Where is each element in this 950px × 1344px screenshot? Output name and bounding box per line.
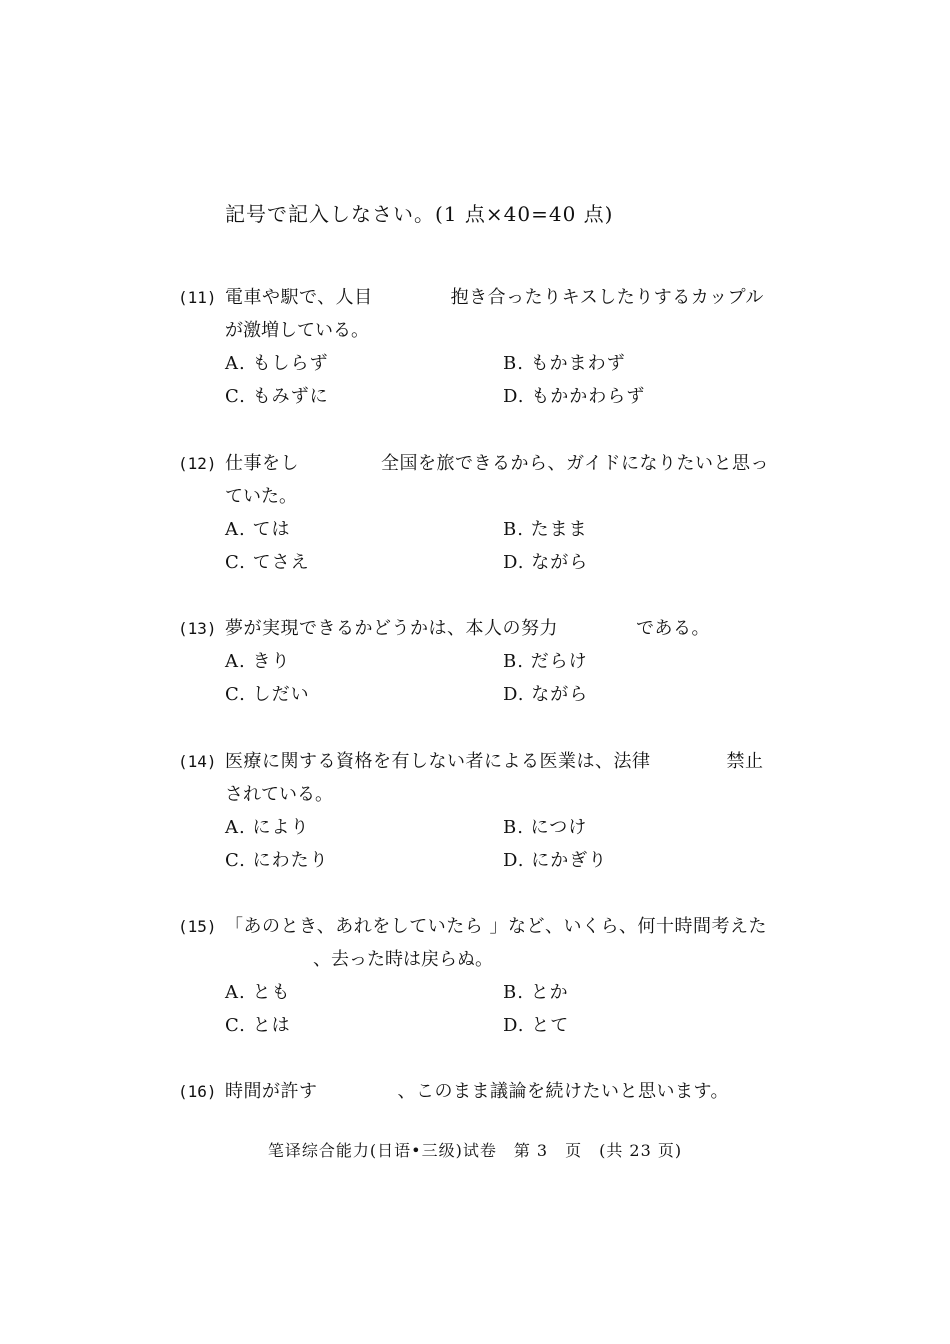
question-text-part-2: 全国を旅できるから、ガイドになりたいと思っ	[381, 453, 769, 474]
option-d: D. にかぎり	[503, 850, 608, 871]
option-b: B. もかまわず	[503, 353, 626, 374]
question-text-part-1: 時間が許す	[225, 1081, 318, 1102]
question-stem	[178, 612, 788, 645]
option-c: C. もみずに	[225, 386, 329, 407]
option-b: B. につけ	[503, 817, 588, 838]
question-stem	[178, 745, 788, 778]
option-c: C. てさえ	[225, 552, 310, 573]
question-text-part-1: 医療に関する資格を有しない者による医業は、法律	[225, 751, 651, 772]
question-13	[178, 612, 788, 711]
option-a: A. ては	[225, 519, 291, 540]
question-16	[178, 1075, 788, 1108]
options	[178, 811, 788, 877]
option-b: B. だらけ	[503, 651, 588, 672]
page-footer: 笔译综合能力(日语•三级)试卷 第 3 页 (共 23 页)	[267, 1141, 683, 1160]
option-b: B. とか	[503, 982, 569, 1003]
option-d: D. もかかわらず	[503, 386, 646, 407]
question-number: (13)	[178, 619, 217, 638]
question-text-part-2: 禁止	[726, 751, 764, 772]
options	[178, 513, 788, 579]
option-a: A. により	[225, 817, 310, 838]
option-c: C. とは	[225, 1015, 291, 1036]
question-text-continuation: が激増している。	[225, 320, 369, 341]
question-text-part-1: 夢が実現できるかどうかは、本人の努力	[225, 618, 558, 639]
option-a: A. とも	[225, 982, 291, 1003]
question-text-continuation: ていた。	[225, 486, 297, 507]
question-number: (14)	[178, 752, 217, 771]
option-a: A. もしらず	[225, 353, 329, 374]
option-b: B. たまま	[503, 519, 588, 540]
options	[178, 645, 788, 711]
question-14	[178, 745, 788, 877]
question-text-continuation: 、去った時は戻らぬ。	[313, 949, 493, 970]
options	[178, 976, 788, 1042]
question-number: (15)	[178, 917, 217, 936]
question-11	[178, 281, 788, 413]
option-d: D. ながら	[503, 552, 589, 573]
options	[178, 347, 788, 413]
question-text-part-1: 仕事をし	[225, 453, 299, 474]
question-stem	[178, 447, 788, 480]
question-15	[178, 910, 788, 1042]
option-d: D. とて	[503, 1015, 570, 1036]
question-number: (12)	[178, 454, 217, 473]
question-text-part-2: 、このまま議論を続けたいと思います。	[397, 1081, 730, 1102]
question-text-continuation: されている。	[225, 784, 333, 805]
question-stem	[178, 281, 788, 314]
question-stem	[178, 910, 788, 943]
question-text-part-2: である。	[636, 618, 710, 639]
question-number: (16)	[178, 1082, 217, 1101]
option-d: D. ながら	[503, 684, 589, 705]
question-stem	[178, 1075, 788, 1108]
question-text-part-1: 「あのとき、あれをしていたら 」など、いくら、何十時間考えた	[225, 916, 767, 937]
option-c: C. しだい	[225, 684, 310, 705]
instruction-text: 記号で記入しなさい。(1 点×40=40 点)	[225, 202, 614, 226]
question-12	[178, 447, 788, 579]
question-text-part-1: 電車や駅で、人目	[225, 287, 373, 308]
question-number: (11)	[178, 288, 217, 307]
option-c: C. にわたり	[225, 850, 329, 871]
question-text-part-2: 抱き合ったりキスしたりするカップル	[450, 287, 764, 308]
option-a: A. きり	[225, 651, 291, 672]
